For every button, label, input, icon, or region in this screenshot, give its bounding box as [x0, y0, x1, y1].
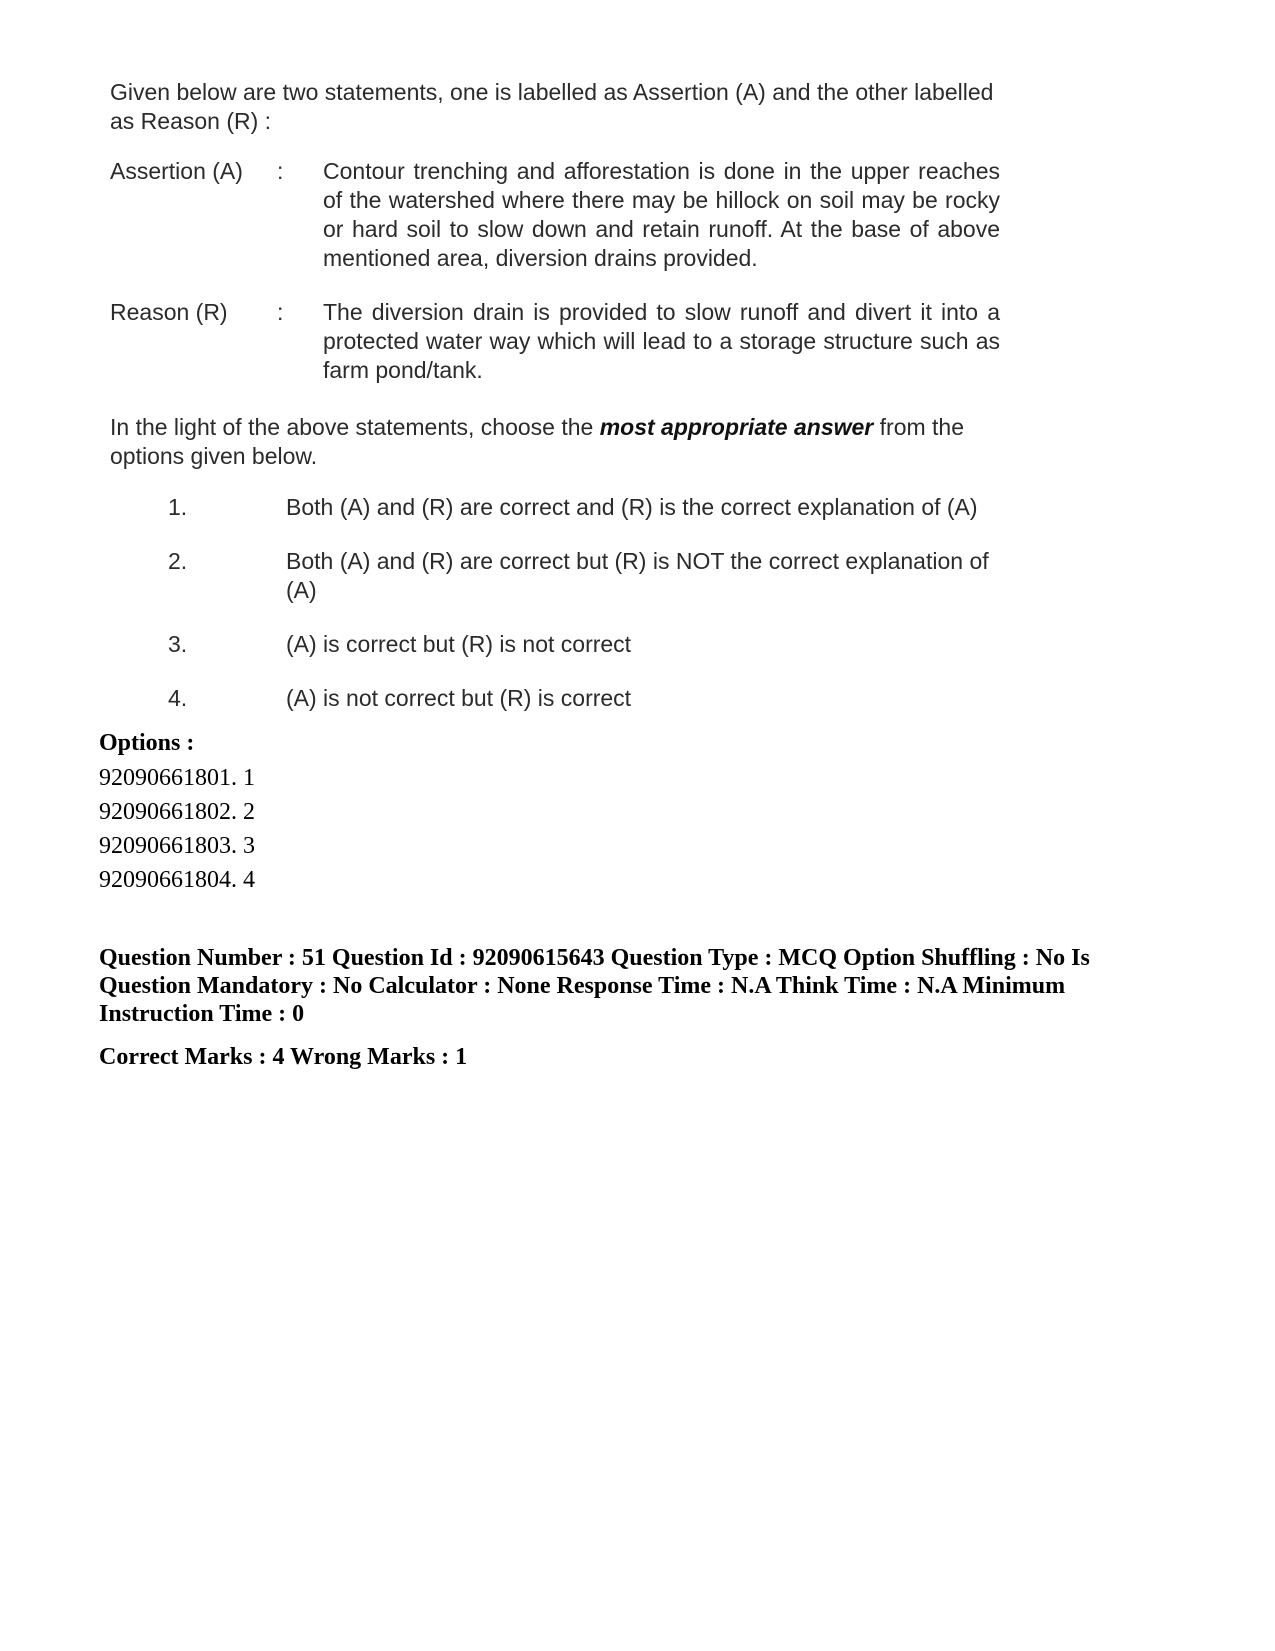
choice-number: 2.	[168, 548, 188, 574]
option-item-3: 92090661803. 3	[99, 833, 255, 859]
instruction-emphasis: most appropriate answer	[599, 414, 874, 440]
choice-text: Both (A) and (R) are correct but (R) is NOT the correct explanation of (A)	[286, 548, 989, 603]
instruction-after: from the options given below.	[110, 414, 965, 469]
choice-number: 4.	[168, 685, 188, 711]
instruction-before: In the light of the above statements, choose the	[110, 414, 600, 440]
assertion-label: Assertion (A)	[110, 158, 243, 184]
choice-text: (A) is not correct but (R) is correct	[286, 685, 632, 711]
option-item-2: 92090661802. 2	[99, 799, 255, 825]
choice-text: (A) is correct but (R) is not correct	[286, 631, 632, 657]
reason-label: Reason (R)	[110, 299, 228, 325]
option-item-4: 92090661804. 4	[99, 867, 255, 893]
question-instruction	[110, 413, 1000, 471]
choice-number: 1.	[168, 494, 188, 520]
assertion-colon: :	[277, 158, 284, 184]
options-title: Options :	[99, 730, 195, 756]
question-intro: Given below are two statements, one is labelled as Assertion (A) and the other labelled as Reason (R) :	[110, 79, 994, 134]
question-info: Question Number : 51 Question Id : 92090615643 Question Type : MCQ Option Shuffling : No Is Question Mandatory : No Calculator : None Response Time : N.A Think Time : N.A Minimum Instruction Time : 0	[99, 945, 1090, 1027]
reason-colon: :	[277, 299, 284, 325]
choice-text: Both (A) and (R) are correct and (R) is the correct explanation of (A)	[286, 494, 978, 520]
reason-text: The diversion drain is provided to slow runoff and divert it into a protected water way which will lead to a storage structure such as farm pond/tank.	[323, 299, 1000, 383]
option-item-1: 92090661801. 1	[99, 765, 255, 791]
question-marks: Correct Marks : 4 Wrong Marks : 1	[99, 1044, 468, 1070]
choice-number: 3.	[168, 631, 188, 657]
assertion-text: Contour trenching and afforestation is done in the upper reaches of the watershed where there may be hillock on soil may be rocky or hard soil to slow down and retain runoff. At the base of above mentioned area, diversion drains provided.	[323, 158, 1000, 271]
